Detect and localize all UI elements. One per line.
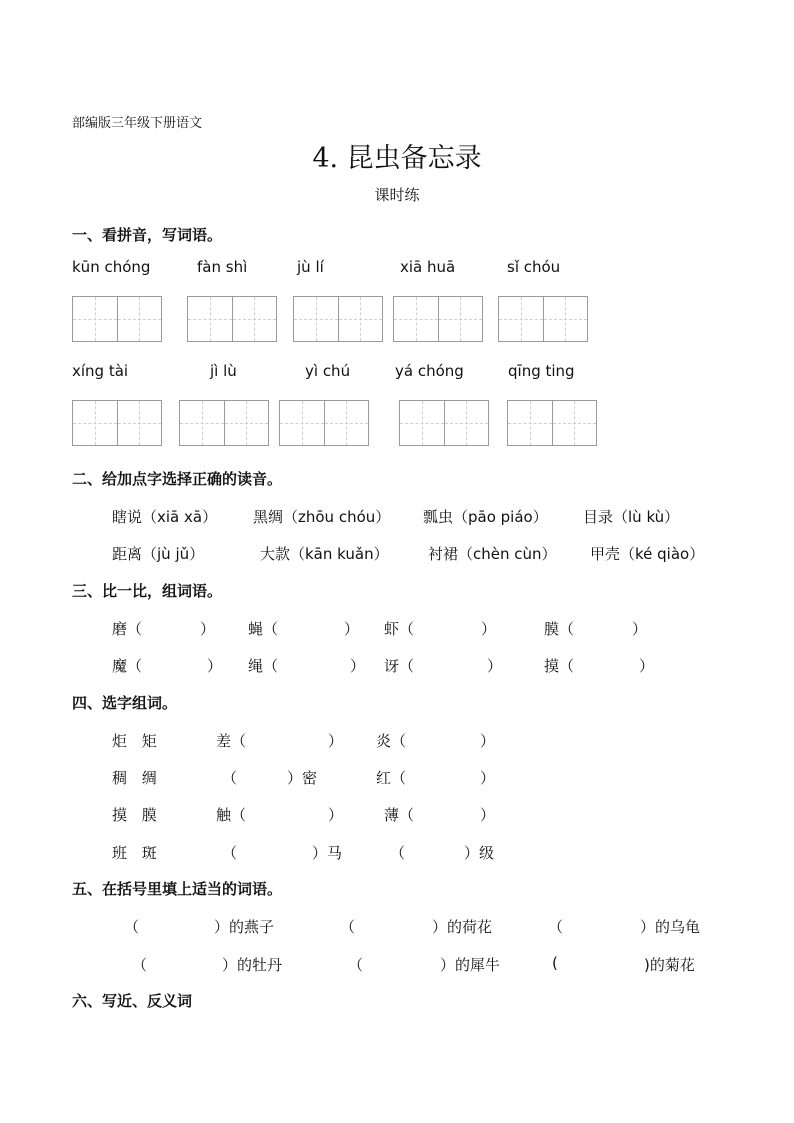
reading-choice[interactable]: 目录（lù kù） — [583, 508, 680, 526]
writing-grid[interactable] — [179, 400, 269, 446]
answer-blank[interactable]: ） — [487, 657, 503, 675]
pinyin-label: sǐ chóu — [507, 258, 561, 276]
char-pair: 班 斑 — [112, 844, 157, 862]
answer-blank[interactable]: （ — [548, 918, 564, 936]
writing-grid[interactable] — [72, 296, 162, 342]
phrase-suffix: ）的燕子 — [214, 918, 275, 936]
word-prompt: 摸（ — [544, 657, 575, 675]
reading-choice[interactable]: 大款（kān kuǎn） — [260, 545, 389, 563]
reading-choice[interactable]: 甲壳（ké qiào） — [590, 545, 705, 563]
phrase-suffix: ）的犀牛 — [440, 956, 501, 974]
section-1-heading: 一、看拼音，写词语。 — [72, 226, 223, 244]
word-prompt: 膜（ — [544, 620, 575, 638]
char-pair: 稠 绸 — [112, 769, 157, 787]
word-prompt: 绳（ — [248, 657, 279, 675]
word-prompt: 魔（ — [112, 657, 143, 675]
phrase-suffix: ）的荷花 — [432, 918, 493, 936]
writing-grid[interactable] — [293, 296, 383, 342]
word-prompt: 薄（ — [384, 806, 415, 824]
pinyin-label: xiā huā — [400, 258, 456, 276]
answer-blank[interactable]: ( — [552, 954, 558, 972]
pinyin-label: fàn shì — [197, 258, 248, 276]
answer-blank[interactable]: （ — [132, 956, 148, 974]
page-subtitle: 课时练 — [374, 186, 420, 204]
writing-grid[interactable] — [393, 296, 483, 342]
answer-blank[interactable]: ） — [207, 657, 223, 675]
pinyin-label: xíng tài — [72, 362, 129, 380]
answer-blank[interactable]: ） — [639, 657, 655, 675]
answer-blank[interactable]: ） — [480, 732, 496, 750]
word-prompt: 触（ — [216, 806, 247, 824]
reading-choice[interactable]: 瓢虫（pāo piáo） — [423, 508, 548, 526]
word-prompt: 炎（ — [376, 732, 407, 750]
answer-blank[interactable]: ） — [480, 769, 496, 787]
phrase-suffix: ）的乌龟 — [640, 918, 701, 936]
section-6-heading: 六、写近、反义词 — [72, 992, 193, 1010]
reading-choice[interactable]: 瞎说（xiā xā） — [112, 508, 218, 526]
word-prompt: 红（ — [376, 769, 407, 787]
word-prompt: 虾（ — [384, 620, 415, 638]
char-pair: 炬 矩 — [112, 732, 157, 750]
pinyin-label: kūn chóng — [72, 258, 151, 276]
answer-blank[interactable]: ） — [328, 732, 344, 750]
answer-blank[interactable]: （ — [340, 918, 356, 936]
word-prompt: 蝇（ — [248, 620, 279, 638]
pinyin-label: yì chú — [305, 362, 351, 380]
word-prompt: ）级 — [464, 844, 495, 862]
char-pair: 摸 膜 — [112, 806, 157, 824]
pinyin-label: jì lù — [210, 362, 237, 380]
reading-choice[interactable]: 黑绸（zhōu chóu） — [253, 508, 391, 526]
writing-grid[interactable] — [399, 400, 489, 446]
writing-grid[interactable] — [498, 296, 588, 342]
writing-grid[interactable] — [507, 400, 597, 446]
phrase-suffix: )的菊花 — [644, 956, 695, 974]
answer-blank[interactable]: ） — [344, 620, 360, 638]
word-prompt: ）密 — [287, 769, 318, 787]
writing-grid[interactable] — [187, 296, 277, 342]
pinyin-label: yá chóng — [395, 362, 464, 380]
edition-label: 部编版三年级下册语文 — [72, 116, 203, 131]
answer-blank[interactable]: ） — [350, 657, 366, 675]
phrase-suffix: ）的牡丹 — [222, 956, 283, 974]
writing-grid[interactable] — [279, 400, 369, 446]
section-4-heading: 四、选字组词。 — [72, 694, 178, 712]
word-prompt: 磨（ — [112, 620, 143, 638]
word-prompt: ）马 — [312, 844, 343, 862]
section-2-heading: 二、给加点字选择正确的读音。 — [72, 470, 283, 488]
word-prompt: 差（ — [216, 732, 247, 750]
answer-blank[interactable]: （ — [222, 769, 238, 787]
pinyin-label: jù lí — [297, 258, 324, 276]
reading-choice[interactable]: 距离（jù jǔ） — [112, 545, 205, 563]
answer-blank[interactable]: ） — [200, 620, 216, 638]
section-3-heading: 三、比一比，组词语。 — [72, 582, 223, 600]
answer-blank[interactable]: （ — [222, 844, 238, 862]
reading-choice[interactable]: 衬裙（chèn cùn） — [428, 545, 557, 563]
answer-blank[interactable]: ） — [632, 620, 648, 638]
section-5-heading: 五、在括号里填上适当的词语。 — [72, 880, 283, 898]
answer-blank[interactable]: （ — [124, 918, 140, 936]
pinyin-label: qīng ting — [508, 362, 575, 380]
answer-blank[interactable]: ） — [481, 620, 497, 638]
page-title: 4. 昆虫备忘录 — [312, 143, 482, 174]
answer-blank[interactable]: （ — [348, 956, 364, 974]
answer-blank[interactable]: ） — [328, 806, 344, 824]
answer-blank[interactable]: ） — [480, 806, 496, 824]
writing-grid[interactable] — [72, 400, 162, 446]
answer-blank[interactable]: （ — [390, 844, 406, 862]
word-prompt: 讶（ — [384, 657, 415, 675]
